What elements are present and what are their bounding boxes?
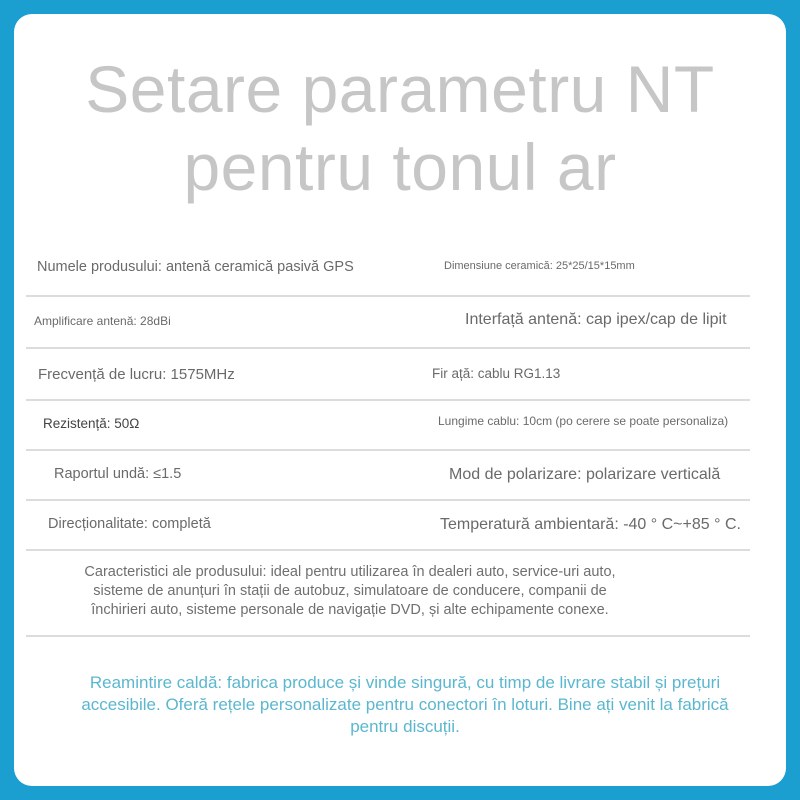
- spec-vswr: Raportul undă: ≤1.5: [54, 466, 182, 482]
- title-line-2: pentru tonul ar: [183, 130, 617, 204]
- spec-cable-type: Fir ață: cablu RG1.13: [432, 366, 561, 381]
- features-line-2: sisteme de anunțuri în stații de autobuz, simulatoare de conducere, companii de: [93, 583, 607, 599]
- note-line-1: Reamintire caldă: fabrica produce și vinde singură, cu timp de livrare stabil și prețuri: [89, 673, 721, 692]
- divider: [26, 399, 750, 401]
- features-line-1: Caracteristici ale produsului: ideal pentru utilizarea în dealeri auto, service-uri auto,: [84, 564, 616, 580]
- spec-polarization: Mod de polarizare: polarizare verticală: [449, 466, 721, 483]
- note-line-2: accesibile. Oferă rețele personalizate pentru conectori în loturi. Bine ați venit la fabrică: [81, 695, 729, 714]
- features-line-3: închirieri auto, sisteme personale de navigație DVD, și alte echipamente conexe.: [91, 602, 609, 618]
- page-title: [0, 50, 800, 206]
- spec-directionality: Direcționalitate: completă: [48, 516, 211, 532]
- spec-ceramic-size: Dimensiune ceramică: 25*25/15*15mm: [444, 260, 635, 272]
- title-line-1: Setare parametru NT: [85, 52, 715, 126]
- spec-frequency: Frecvență de lucru: 1575MHz: [38, 366, 235, 383]
- spec-product-name: Numele produsului: antenă ceramică pasivă GPS: [37, 259, 354, 275]
- spec-gain: Amplificare antenă: 28dBi: [34, 314, 171, 328]
- product-features: [30, 563, 670, 620]
- spec-interface: Interfață antenă: cap ipex/cap de lipit: [465, 311, 727, 328]
- spec-cable-length: Lungime cablu: 10cm (po cerere se poate personaliza): [438, 414, 729, 428]
- reminder-note: [28, 672, 782, 738]
- divider: [26, 449, 750, 451]
- divider: [26, 549, 750, 551]
- divider: [26, 347, 750, 349]
- divider: [26, 499, 750, 501]
- spec-resistance: Rezistență: 50Ω: [43, 416, 140, 431]
- divider: [26, 635, 750, 637]
- divider: [26, 295, 750, 297]
- note-line-3: pentru discuții.: [350, 717, 460, 736]
- spec-temperature: Temperatură ambientară: -40 ° C~+85 ° C.: [440, 516, 741, 533]
